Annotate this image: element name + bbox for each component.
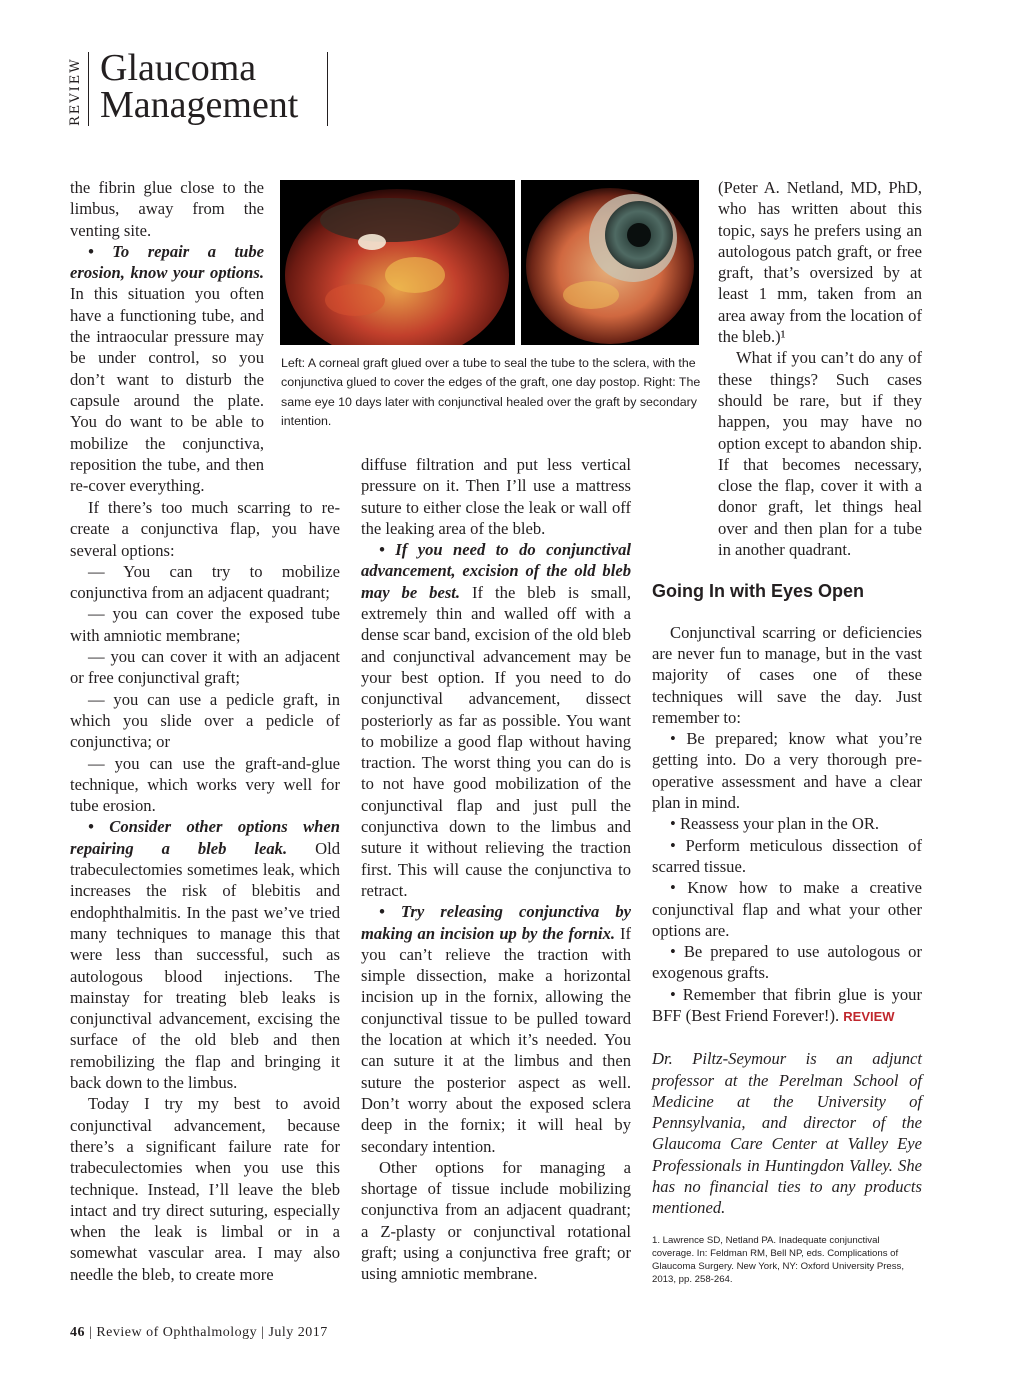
list-item: • Remember that fibrin glue is your BFF (Best Friend Forever!). REVIEW bbox=[652, 984, 922, 1025]
author-bio: Dr. Piltz-Seymour is an adjunct professor at the Perelman School of Medicine at the University of Pennsylvania, and director of the Glaucoma Care Center at Valley Eye Professionals in Huntingdon Valley. She has no financial ties to any products mentioned. bbox=[652, 1049, 922, 1218]
list-item: • Be prepared; know what you’re getting into. Do a very thorough pre-operative assessment and have a clear plan in mind. bbox=[652, 729, 922, 813]
list-item: • Be prepared to use autologous or exogenous grafts. bbox=[652, 942, 922, 983]
list-item: • Know how to make a creative conjunctival flap and what your other options are. bbox=[652, 878, 922, 940]
page-title bbox=[100, 47, 299, 126]
column-2 bbox=[361, 454, 631, 1285]
paragraph: Today I try my best to avoid conjunctival advancement, because there’s a significant failure rate for trabeculectomies when you use this technique. Instead, I’ll leave the bleb intact and try direct suturing, especially when the leak is limbal or in a somewhat vascular area. I may also needle the bleb, to create more bbox=[70, 1094, 340, 1284]
paragraph: What if you can’t do any of these things? Such cases should be rare, but if they happen, you may have no option except to abandon ship. If that becomes necessary, close the flap, cover it with a donor graft, let things heal over and then plan for a tube in another quadrant. bbox=[718, 348, 922, 560]
paragraph: Conjunctival scarring or deficiencies are never fun to manage, but in the vast majority of cases one of these techniques will save the day. Just remember to: bbox=[652, 622, 922, 727]
list-item: — you can cover the exposed tube with amniotic membrane; bbox=[70, 604, 340, 645]
figure-left-eye-photo bbox=[280, 180, 515, 345]
footer bbox=[70, 1325, 328, 1341]
title-line-1: Glaucoma bbox=[100, 47, 257, 89]
paragraph: • To repair a tube erosion, know your options. In this situation you often have a functioning tube, and the intraocular pressure may be under control, so you don’t want to disturb the capsule around the plate. You do want to be able to mobilize the conjunctiva, reposition the tube, and then re-cover everything. bbox=[70, 241, 264, 496]
paragraph: • Consider other options when repairing a bleb leak. Old trabeculectomies sometimes leak, which increases the risk of blebitis and endophthalmitis. In the past we’ve tried many techniques to manage this that were less than successful, such as autologous blood injections. The mainstay for treating bleb leaks is conjunctival advancement, excising the surface of the old bleb and then remobilizing the flap and bringing it back down to the limbus. bbox=[70, 817, 340, 1093]
title-line-2: Management bbox=[100, 84, 299, 126]
end-mark: REVIEW bbox=[843, 1008, 895, 1024]
paragraph: Other options for managing a shortage of tissue include mobilizing conjunctiva from an adjacent quadrant; a Z-plasty or conjunctival rotational graft; using a conjunctiva free graft; or using amniotic membrane. bbox=[361, 1157, 631, 1284]
paragraph: (Peter A. Netland, MD, PhD, who has written about this topic, says he prefers using an autologous patch graft, or free graft, that’s oversized by at least 1 mm, taken from an area away from the location of the bleb.)¹ bbox=[718, 178, 922, 347]
paragraph: • Try releasing conjunctiva by making an incision up by the fornix. If you can’t relieve the traction with simple dissection, make a horizontal incision up in the fornix, allowing the conjunctival tissue to be pulled toward the location at which it’s needed. You can suture it at the limbus and then suture the posterior aspect as well. Don’t worry about the exposed sclera deep in the fornix; it will heal by secondary intention. bbox=[361, 902, 631, 1156]
list-item: — you can cover it with an adjacent or free conjunctival graft; bbox=[70, 647, 340, 688]
list-item: — you can use a pedicle graft, in which you slide over a pedicle of conjunctiva; or bbox=[70, 689, 340, 752]
header-rule-right bbox=[327, 52, 328, 126]
footer-separator: | bbox=[261, 1325, 265, 1340]
paragraph: the fibrin glue close to the limbus, away from the venting site. bbox=[70, 178, 264, 240]
page-number: 46 bbox=[70, 1325, 85, 1340]
list-item: — You can try to mobilize conjunctiva from an adjacent quadrant; bbox=[70, 561, 340, 603]
column-3 bbox=[652, 177, 922, 1286]
journal-name: Review of Ophthalmology bbox=[96, 1325, 258, 1340]
list-item: — you can use the graft-and-glue technique, which works very well for tube erosion. bbox=[70, 753, 340, 816]
issue-date: July 2017 bbox=[268, 1325, 328, 1340]
section-tag: REVIEW bbox=[68, 57, 83, 126]
column-1 bbox=[70, 497, 340, 1285]
paragraph: • If you need to do conjunctival advancement, excision of the old bleb may be best. If the bleb is small, extremely thin and walled off with a dense scar band, excision of the old bleb and conjunctival advancement may be your best option. If you need to do conjunctival advancement, dissect posteriorly as far as possible. You want to mobilize a good flap without having traction. The worst thing you can do is to not have good mobilization of the conjunctival flap and just pull the conjunctiva down to the limbus and suture it without relieving the traction first. This will cause the conjunctiva to retract. bbox=[361, 540, 631, 900]
paragraph: diffuse filtration and put less vertical pressure on it. Then I’ll use a mattress suture to either close the leak or wall off the leaking area of the bleb. bbox=[361, 455, 631, 538]
header-rule-left bbox=[88, 52, 89, 126]
section-heading: Going In with Eyes Open bbox=[652, 581, 865, 602]
figure-caption: Left: A corneal graft glued over a tube to seal the tube to the sclera, with the conjunctiva glued to cover the edges of the graft, one day postop. Right: The same eye 10 days later with conjunctival healed over the graft by secondary intention. bbox=[281, 356, 701, 428]
paragraph: If there’s too much scarring to re-create a conjunctiva flap, you have several options: bbox=[70, 498, 340, 560]
footer-separator: | bbox=[89, 1325, 93, 1340]
reference: 1. Lawrence SD, Netland PA. Inadequate conjunctival coverage. In: Feldman RM, Bell NP, eds. Complications of Glaucoma Surgery. New York, NY: Oxford University Press, 2013, pp. 258-264. bbox=[652, 1234, 905, 1285]
list-item: • Reassess your plan in the OR. bbox=[670, 814, 880, 834]
column-1-top bbox=[70, 177, 264, 496]
list-item: • Perform meticulous dissection of scarred tissue. bbox=[652, 835, 922, 876]
